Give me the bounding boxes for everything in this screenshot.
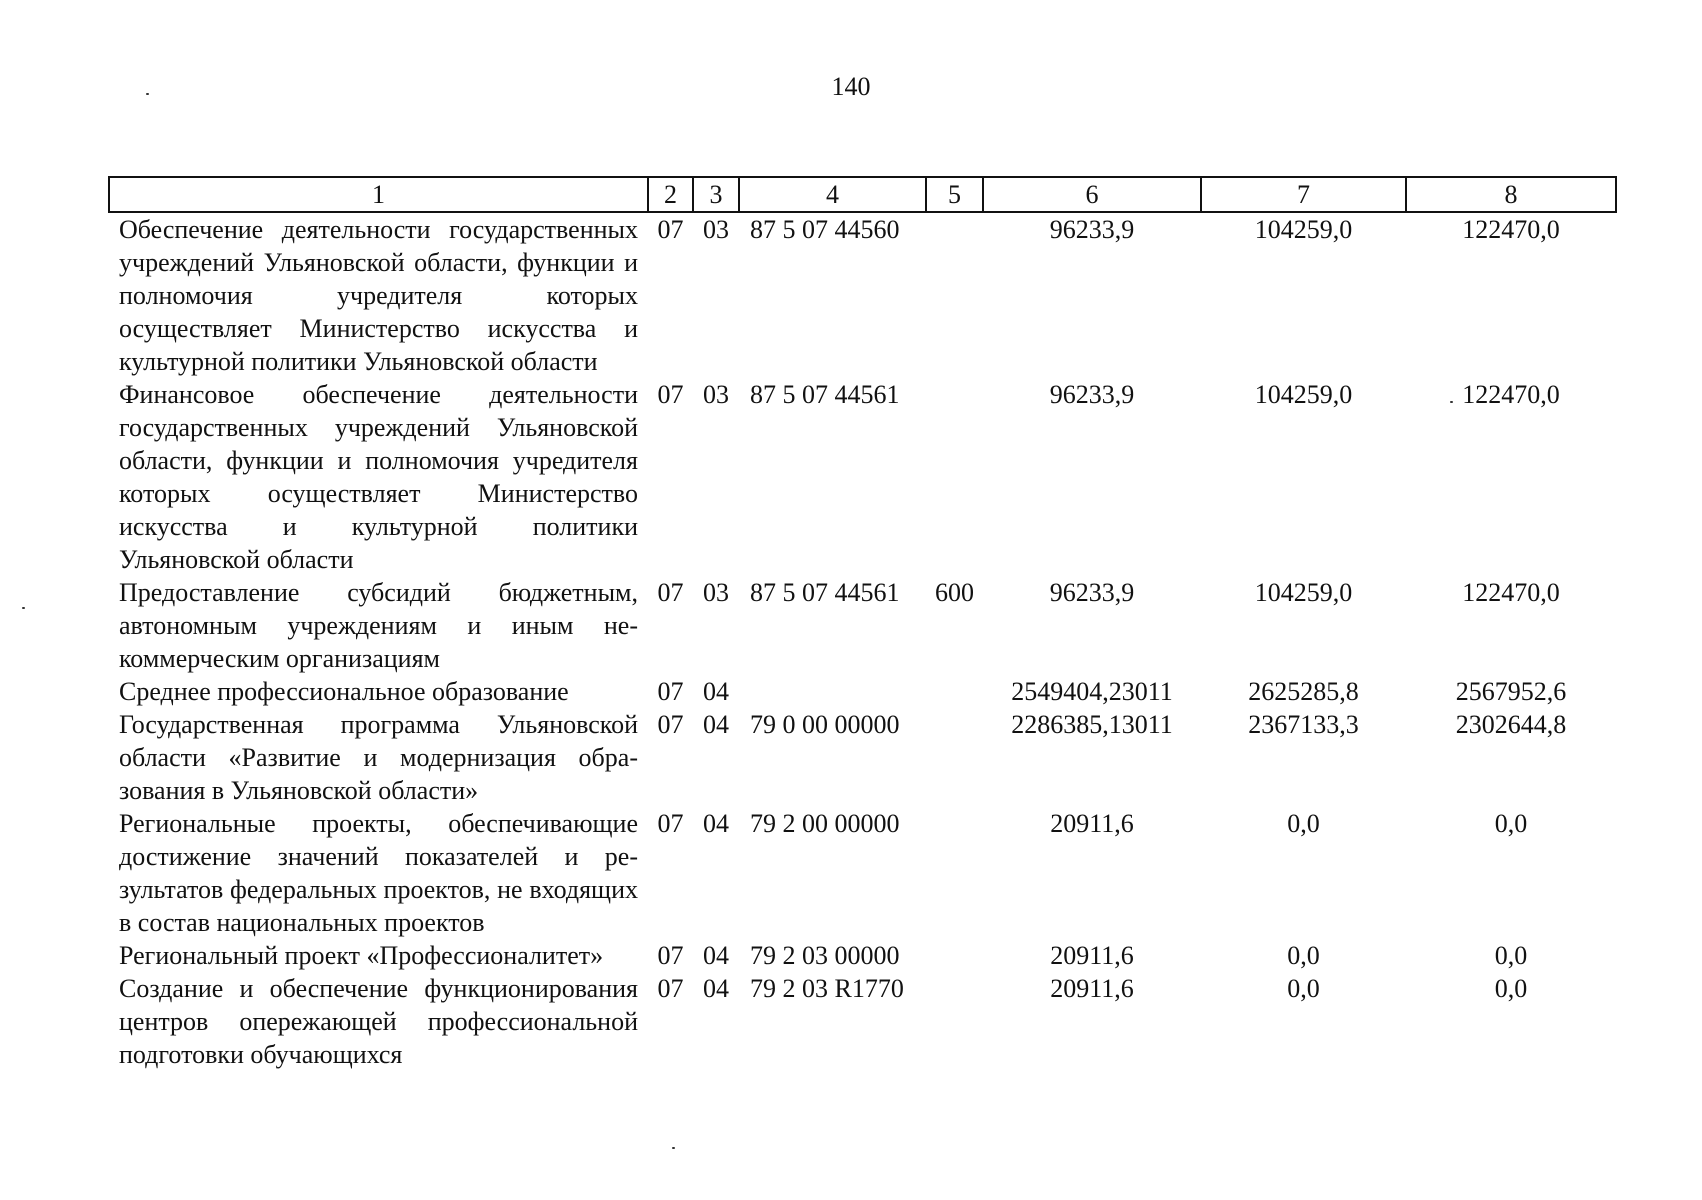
row-section: 07 [657,677,684,706]
row-value-year2: 0,0 [1287,809,1320,838]
table-row [109,708,1616,807]
row-section: 07 [657,809,684,838]
scan-speck [672,1147,675,1149]
row-name: Финансовое обеспечение деятельности государственных учреждений Ульяновской области, функции и полномочия учредителя которых осуществляет Министерство искусства и культурной политики Ульяновской области [119,380,638,574]
row-section: 07 [657,215,684,244]
column-header: 6 [983,177,1201,212]
row-expense-type: 600 [935,578,974,607]
row-value-year1: 2286385,13011 [1011,710,1173,739]
row-name: Создание и обеспечение функционирования центров опережающей профессиональной подготовки обучающихся [119,974,638,1069]
scan-speck [22,607,25,609]
row-expense-type [926,972,983,1071]
table-row [109,807,1616,939]
row-section: 07 [657,380,684,409]
row-value-year3: 0,0 [1494,974,1528,1003]
row-expense-type [926,675,983,708]
row-value-year3: 122470,0 [1462,380,1560,409]
row-value-year3: 2302644,8 [1455,710,1567,739]
row-name: Среднее профессиональное образование [119,677,569,706]
row-value-year3: 2567952,6 [1455,677,1567,706]
column-header: 4 [739,177,926,212]
row-value-year2: 104259,0 [1254,578,1353,607]
row-target-article: 87 5 07 44560 [750,215,900,244]
row-section: 07 [657,578,684,607]
row-target-article: 79 2 03 R1770 [750,974,904,1003]
row-name: Региональные проекты, обеспечивающие достижение значений показателей и результатов федеральных проектов, не входящих в состав национальных проектов [119,809,638,937]
row-expense-type [926,708,983,807]
header-row [109,177,1616,212]
row-value-year3: 0,0 [1494,941,1528,970]
column-header: 1 [109,177,648,212]
table-row [109,675,1616,708]
row-target-article: 87 5 07 44561 [750,578,900,607]
row-subsection: 04 [703,677,729,706]
table-row [109,972,1616,1071]
row-value-year3: 0,0 [1494,809,1528,838]
row-value-year1: 20911,6 [1050,809,1134,838]
row-value-year2: 0,0 [1287,941,1320,970]
row-section: 07 [657,941,684,970]
row-subsection: 04 [703,974,729,1003]
column-header: 7 [1201,177,1406,212]
scan-speck [1450,401,1453,403]
row-subsection: 03 [703,578,729,607]
row-value-year1: 96233,9 [1049,380,1135,409]
row-name: Региональный проект «Профессионалитет» [119,941,604,970]
row-value-year1: 96233,9 [1049,578,1135,607]
row-value-year3: 122470,0 [1462,578,1560,607]
column-header: 2 [648,177,693,212]
row-name: Обеспечение деятельности государственных учреждений Ульяновской области, функции и полномочия учредителя которых осуществляет Министерство искусства и культурной политики Ульяновской области [119,215,638,376]
row-target-article: 79 2 03 00000 [750,941,900,970]
row-target-article: 87 5 07 44561 [750,380,900,409]
row-value-year2: 0,0 [1287,974,1320,1003]
row-value-year1: 20911,6 [1050,941,1134,970]
table-row [109,212,1616,378]
budget-table [108,176,1617,1071]
table-row [109,939,1616,972]
table-row [109,576,1616,675]
row-value-year3: 122470,0 [1462,215,1560,244]
row-value-year2: 104259,0 [1254,380,1353,409]
column-header: 8 [1406,177,1616,212]
row-target-article: 79 2 00 00000 [750,809,900,838]
row-expense-type [926,378,983,576]
row-subsection: 03 [703,380,729,409]
row-value-year1: 2549404,23011 [1011,677,1173,706]
row-value-year2: 2625285,8 [1248,677,1359,706]
row-target-article [739,675,926,708]
row-expense-type [926,939,983,972]
row-name: Государственная программа Ульяновской области «Развитие и модернизация образования в Ульяновской области» [119,710,638,805]
row-value-year2: 104259,0 [1254,215,1353,244]
row-expense-type [926,807,983,939]
table-row [109,378,1616,576]
column-header: 5 [926,177,983,212]
row-subsection: 04 [703,710,729,739]
page-number: 140 [831,72,871,101]
row-value-year1: 96233,9 [1049,215,1135,244]
row-value-year2: 2367133,3 [1248,710,1359,739]
scan-speck [146,93,149,95]
column-header: 3 [693,177,739,212]
row-expense-type [926,212,983,378]
row-target-article: 79 0 00 00000 [750,710,900,739]
row-name: Предоставление субсидий бюджетным, автономным учреждениям и иным некоммерческим организациям [119,578,638,673]
row-value-year1: 20911,6 [1050,974,1134,1003]
row-section: 07 [657,974,684,1003]
row-section: 07 [657,710,684,739]
row-subsection: 04 [703,809,729,838]
row-subsection: 04 [703,941,729,970]
row-subsection: 03 [703,215,729,244]
